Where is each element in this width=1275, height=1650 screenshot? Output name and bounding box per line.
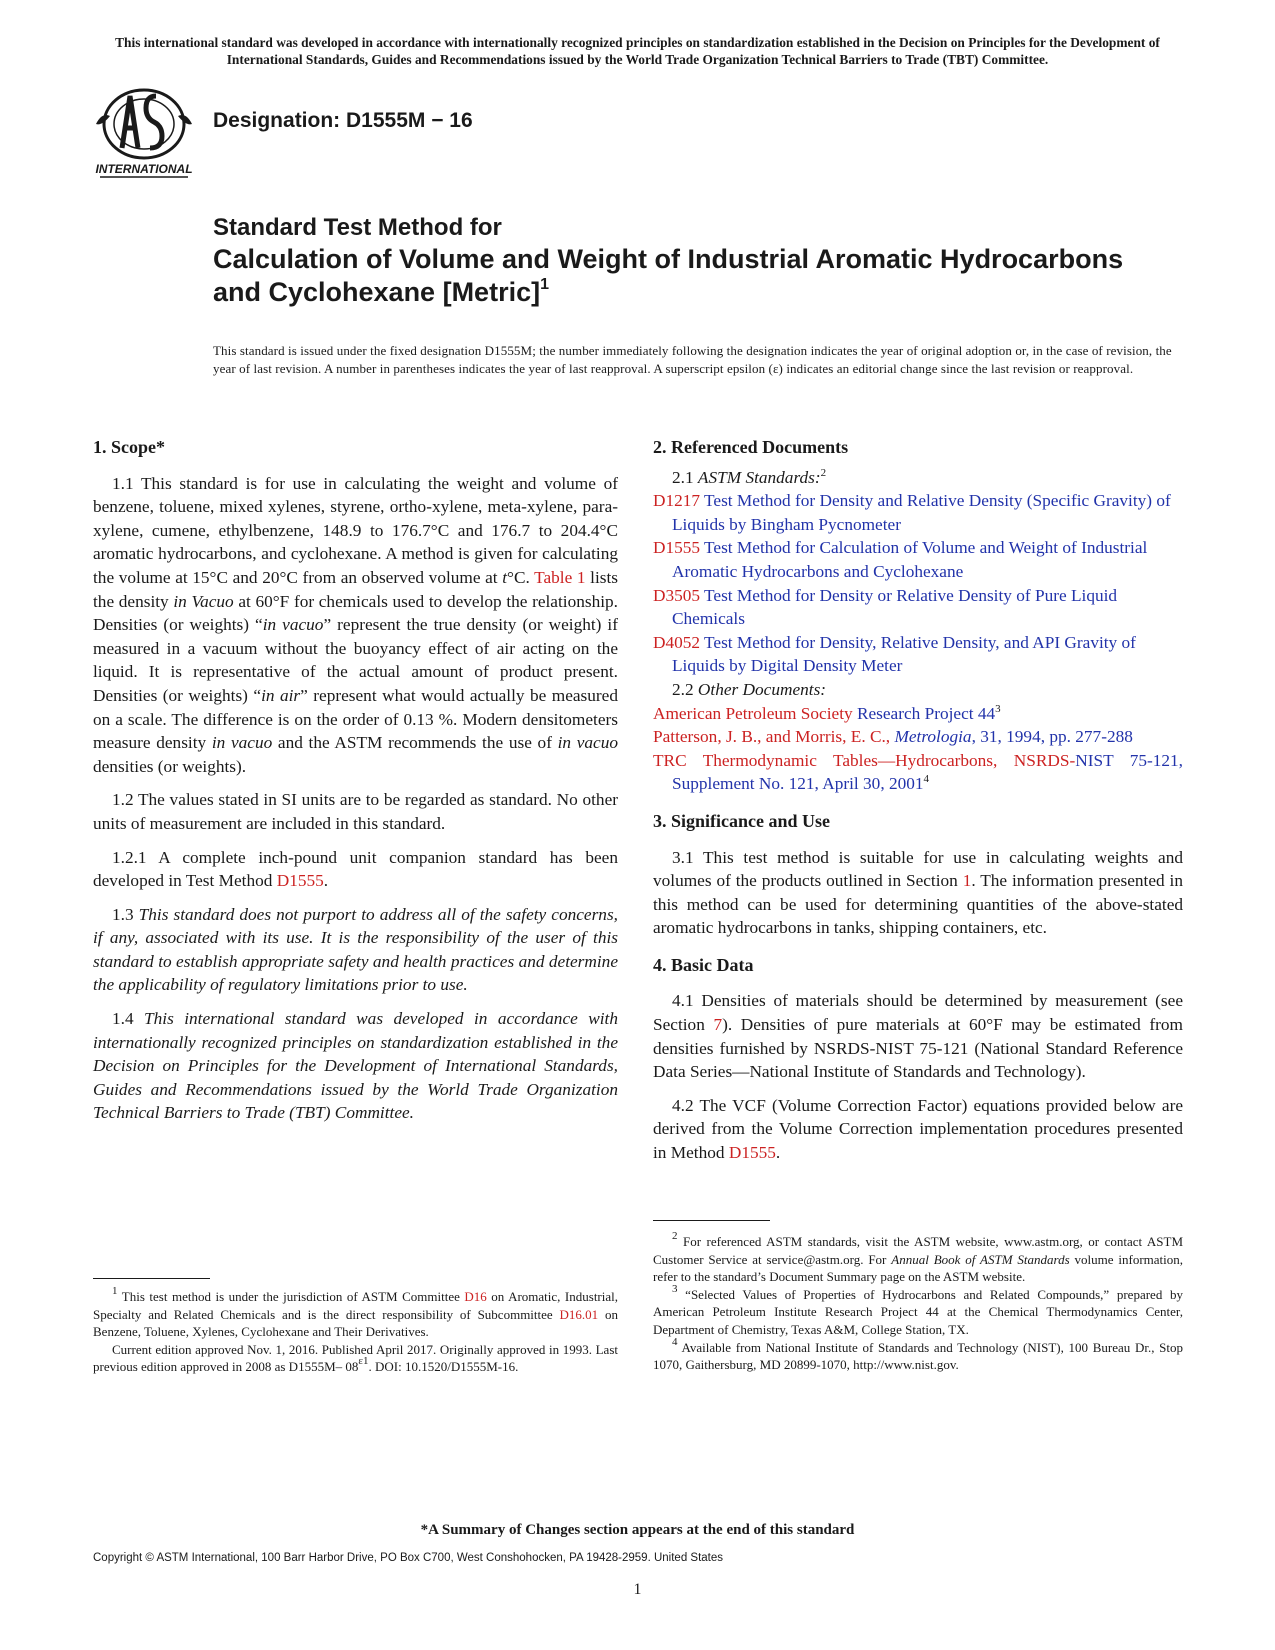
text: ). Densities of pure materials at 60°F may be estimated from densities furnished by NSRDS-NIST 75-121 (National Standard Reference Data Series—National Institute of Standards and Technology). <box>653 1015 1184 1082</box>
ref-item-trc[interactable] <box>653 749 1183 796</box>
text: For referenced ASTM standards, visit the ASTM website, www.astm.org, or contact ASTM Customer Service at service@astm.org. For <box>653 1234 1183 1267</box>
footnote-mark: 4 <box>672 1335 678 1348</box>
footnote-mark: 2 <box>672 1230 678 1242</box>
ref-code[interactable]: TRC Thermodynamic Tables—Hydrocarbons, NSRDS- <box>653 750 1076 770</box>
text: . <box>323 871 329 891</box>
ref-title[interactable]: , 31, 1994, pp. 277-288 <box>971 727 1133 747</box>
text: 2.1 <box>672 467 698 487</box>
ref-journal[interactable]: Metrologia <box>894 727 972 747</box>
ref-item-d1555[interactable] <box>653 536 1183 583</box>
d1555-link[interactable]: D1555 <box>728 1143 776 1163</box>
right-column <box>653 436 1183 1175</box>
text: in vacuo <box>557 733 619 753</box>
text: 4.1 Densities of materials should be determined by measurement (see Section <box>653 991 1183 1035</box>
text: 1.3 <box>112 904 139 924</box>
section-heading-significance: 3. Significance and Use <box>653 810 831 831</box>
footnote-4 <box>653 1335 1183 1374</box>
footnotes-left <box>93 1285 619 1376</box>
ref-title[interactable]: NIST 75-121, Supplement No. 121, April 30, 2001 <box>672 750 1183 794</box>
ref-title[interactable]: Test Method for Density, Relative Density, and API Gravity of Liquids by Digital Density Meter <box>672 632 1136 676</box>
text: in vacuo <box>262 615 324 635</box>
text: . DOI: 10.1520/D1555M-16. <box>368 1359 519 1375</box>
text: 3.1 This test method is suitable for use in calculating weights and volumes of the products outlined in Section <box>653 847 1183 891</box>
section-heading-scope: 1. Scope* <box>93 437 165 457</box>
paragraph-1-4 <box>93 1007 618 1125</box>
astm-standards-label <box>653 466 1183 490</box>
d16-01-link[interactable]: D16.01 <box>559 1306 599 1322</box>
astm-logo <box>92 82 196 182</box>
text: on Benzene, Toluene, Xylenes, Cyclohexane and Their Derivatives. <box>93 1306 618 1340</box>
footnote-mark: 3 <box>672 1282 678 1295</box>
title-main-text: Calculation of Volume and Weight of Industrial Aromatic Hydrocarbons and Cyclohexane [Metric] <box>213 244 1124 307</box>
paragraph-1-2: 1.2 The values stated in SI units are to be regarded as standard. No other units of measurement are included in this standard. <box>93 790 618 833</box>
paragraph-1-1 <box>93 472 618 779</box>
designation: Designation: D1555M − 16 <box>213 109 473 132</box>
ref-item-api[interactable] <box>653 702 1183 726</box>
text: This international standard was developed in accordance with internationally recognized principles on standardization established in the Decision on Principles for the Development of International Standards, Guides and Recommendations issued by the World Trade Organization Technical Barriers to Trade (TBT) Committee. <box>93 1009 618 1123</box>
ref-code[interactable]: D1555 <box>653 538 701 558</box>
text: °C. <box>507 567 535 587</box>
text: ” represent the true density (or weight) if measured in a vacuum without the buoyancy effect of air acting on the liquid. It is representative of the actual amount of product present. Densities (or weights) “ <box>93 615 618 705</box>
ref-title[interactable]: Test Method for Density and Relative Density (Specific Gravity) of Liquids by Bingham Pycnometer <box>672 491 1171 534</box>
text: in air <box>261 685 301 705</box>
text: t <box>502 567 508 587</box>
ref-item-d1217[interactable] <box>653 489 1183 536</box>
section-heading-referenced: 2. Referenced Documents <box>653 437 849 457</box>
text: and the ASTM recommends the use of <box>272 733 558 753</box>
ref-code[interactable]: D4052 <box>653 632 701 652</box>
text: in Vacuo <box>173 591 234 611</box>
other-documents-label <box>653 678 1183 702</box>
title-footnote-mark: 1 <box>540 276 549 293</box>
d16-link[interactable]: D16 <box>464 1289 487 1304</box>
text: volume information, refer to the standard’s Document Summary page on the ASTM website. <box>653 1251 1184 1285</box>
ref-item-patterson[interactable] <box>653 725 1183 749</box>
text: 2.2 <box>672 679 698 699</box>
d1555-link[interactable]: D1555 <box>276 871 324 891</box>
text: This standard does not purport to address all of the safety concerns, if any, associated with its use. It is the responsibility of the user of this standard to establish appropriate safety and health practices and determine the applicability of regulatory limitations prior to use. <box>93 904 618 995</box>
paragraph-3-1 <box>653 846 1183 940</box>
left-column <box>93 436 618 1135</box>
text: Current edition approved Nov. 1, 2016. Published April 2017. Originally approved in 1993. Last previous edition approved in 2008 as D1555M– 08 <box>93 1341 618 1375</box>
text: on Aromatic, Industrial, Specialty and Related Chemicals and is the direct responsibility of Subcommittee <box>93 1289 619 1322</box>
ref-title[interactable]: Test Method for Calculation of Volume and Weight of Industrial Aromatic Hydrocarbons and Cyclohexane <box>672 538 1148 581</box>
ref-item-d3505[interactable] <box>653 584 1183 631</box>
summary-notice: *A Summary of Changes section appears at the end of this standard <box>420 1522 855 1538</box>
footnote-rule-right <box>653 1220 770 1221</box>
text: 1.2.1 A complete inch-pound unit companion standard has been developed in Test Method <box>93 847 618 891</box>
text: Annual Book of ASTM Standards <box>891 1251 1070 1267</box>
footnote-1 <box>93 1285 619 1341</box>
title-pre: Standard Test Method for <box>213 214 502 241</box>
standard-note: This standard is issued under the fixed designation D1555M; the number immediately following the designation indicates the year of original adoption or, in the case of revision, the year of last revision. A number in parentheses indicates the year of last reapproval. A superscript epsilon (ε) indicates an editorial change since the last revision or reapproval. <box>213 343 1172 376</box>
ref-code[interactable]: D3505 <box>653 585 701 605</box>
footnote-rule-left <box>93 1278 210 1279</box>
text: densities (or weights). <box>93 756 247 776</box>
text: . <box>775 1143 781 1163</box>
text: 1.4 <box>112 1009 145 1029</box>
page-number: 1 <box>633 1581 642 1598</box>
text: Other Documents: <box>697 679 827 699</box>
section-heading-basic-data: 4. Basic Data <box>653 954 754 975</box>
title-main <box>213 243 1133 309</box>
footnote-2 <box>653 1230 1184 1286</box>
text: at 60°F for chemicals used to develop the relationship. Densities (or weights) “ <box>93 591 618 635</box>
footnotes-right <box>653 1230 1184 1374</box>
footnote-1-edition <box>93 1341 618 1376</box>
footnote-mark: 3 <box>995 702 1001 715</box>
text: 1.1 This standard is for use in calculating the weight and volume of benzene, toluene, mixed xylenes, styrene, ortho-xylene, meta-xylene, para-xylene, cumene, ethylbenzene, 148.9 to 176.7°C and 176.7 to 204.4°C aromatic hydrocarbons, and cyclohexane. A method is given for calculating the volume at 15°C and 20°C from an observed volume at <box>93 473 618 587</box>
epsilon-mark: ε1 <box>358 1355 369 1368</box>
logo-wordmark: INTERNATIONAL <box>95 162 193 176</box>
paragraph-1-2-1 <box>93 846 618 893</box>
title-block <box>213 212 1133 309</box>
paragraph-1-3 <box>93 903 618 997</box>
text: lists the density <box>93 567 619 611</box>
ref-code[interactable]: American Petroleum Society <box>653 703 853 723</box>
text: “Selected Values of Properties of Hydrocarbons and Related Compounds,” prepared by American Petroleum Institute Research Project 44 at the Chemical Thermodynamics Center, Department of Chemistry, Texas A&M, College Station, TX. <box>653 1286 1183 1337</box>
ref-code[interactable]: Patterson, J. B., and Morris, E. C., <box>653 727 895 747</box>
text: 4.2 The VCF (Volume Correction Factor) equations provided below are derived from the Volume Correction implementation procedures presented in Method <box>653 1095 1183 1163</box>
footnote-mark: 2 <box>820 466 827 479</box>
table-1-link[interactable]: Table 1 <box>534 567 586 587</box>
text: . The information presented in this method can be used for determining quantities of the above-stated aromatic hydrocarbons in tanks, shipping containers, etc. <box>653 871 1183 938</box>
ref-item-d4052[interactable] <box>653 631 1183 678</box>
footnote-mark: 4 <box>923 773 930 786</box>
section-7-link[interactable]: 7 <box>713 1015 723 1035</box>
section-1-link[interactable]: 1 <box>962 871 972 891</box>
paragraph-4-1 <box>653 989 1183 1083</box>
text: This test method is under the jurisdiction of ASTM Committee <box>117 1289 465 1304</box>
copyright: Copyright © ASTM International, 100 Barr Harbor Drive, PO Box C700, West Conshohocken, PA 19428-2959. United States <box>93 1552 724 1564</box>
text: in vacuo <box>211 733 273 753</box>
text: ASTM Standards: <box>697 467 821 487</box>
text: Available from National Institute of Standards and Technology (NIST), 100 Bureau Dr., Stop 1070, Gaithersburg, MD 20899-1070, http://www.nist.gov. <box>653 1339 1183 1373</box>
paragraph-4-2 <box>653 1094 1183 1165</box>
ref-code[interactable]: D1217 <box>653 491 701 511</box>
ref-title[interactable]: Research Project 44 <box>852 703 996 723</box>
ref-title[interactable]: Test Method for Density or Relative Density of Pure Liquid Chemicals <box>672 585 1118 629</box>
footnote-3 <box>653 1282 1183 1339</box>
footnote-mark: 1 <box>112 1285 118 1297</box>
text: ” represent what would actually be measured on a scale. The difference is on the order of 0.13 %. Modern densitometers measure density <box>93 685 618 753</box>
wto-banner: This international standard was developed in accordance with internationally recognized principles on standardization established in the Decision on Principles for the Development of International Standards, Guides and Recommendations issued by the World Trade Organization Technical Barriers to Trade (TBT) Committee. <box>115 35 1160 67</box>
